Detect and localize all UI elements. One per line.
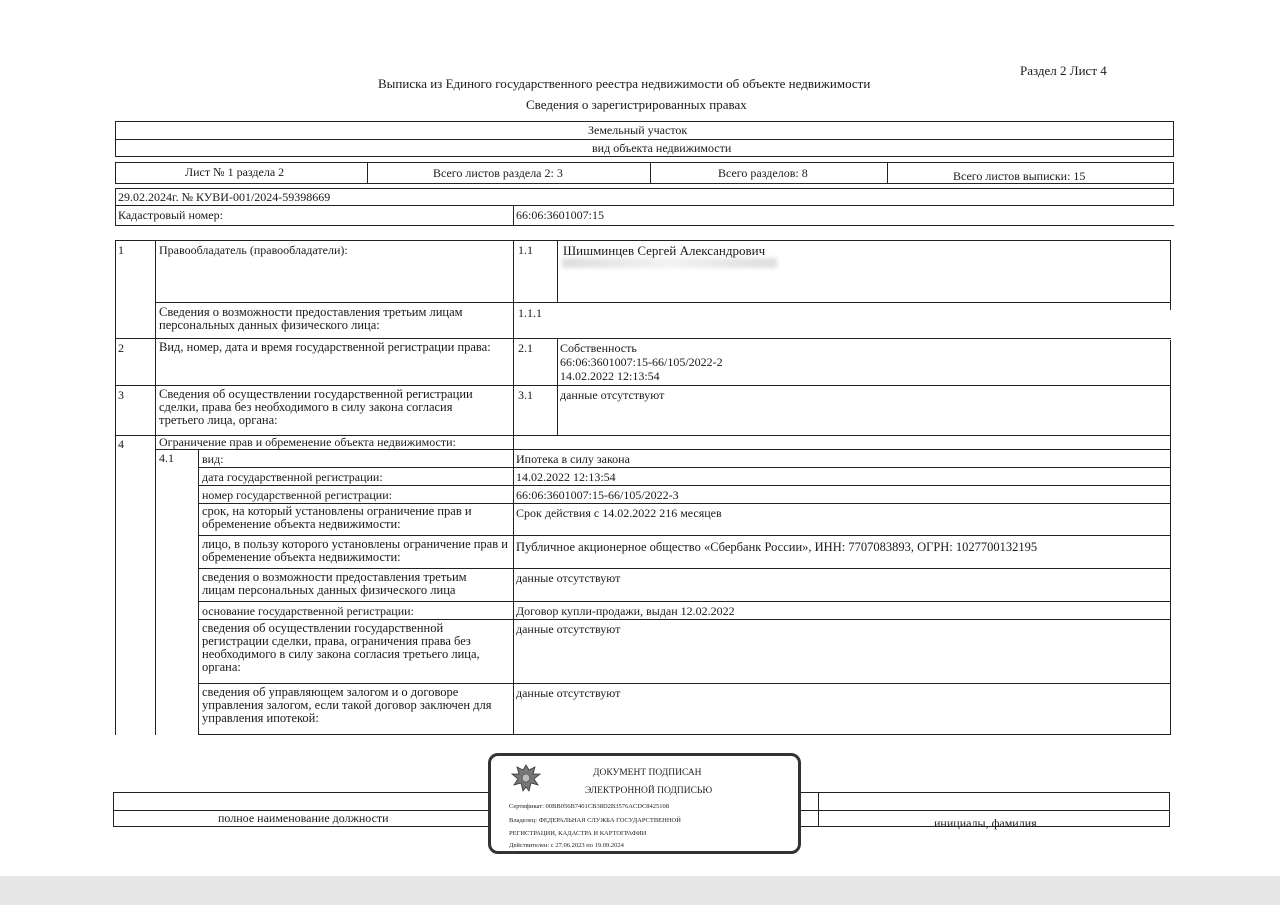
divider bbox=[115, 206, 116, 225]
divider bbox=[155, 449, 1171, 450]
divider bbox=[115, 139, 1174, 140]
row-2-sub: 2.1 bbox=[518, 341, 533, 355]
scan-bottom-band bbox=[0, 876, 1280, 905]
divider bbox=[115, 385, 1171, 386]
table-bottom bbox=[198, 734, 1171, 735]
right-reg-date: 14.02.2022 12:13:54 bbox=[560, 369, 660, 383]
col-divider bbox=[513, 240, 514, 735]
encumbrance-number-label: номер государственной регистрации: bbox=[202, 488, 392, 502]
divider bbox=[198, 601, 1171, 602]
row-2-label: Вид, номер, дата и время государственной регистрации права: bbox=[159, 340, 491, 354]
double-headed-eagle-emblem-icon bbox=[509, 762, 543, 796]
encumbrance-no-consent-value: данные отсутствуют bbox=[516, 622, 621, 636]
col-divider bbox=[557, 338, 558, 386]
row-3-sub: 3.1 bbox=[518, 388, 533, 402]
divider bbox=[115, 338, 1171, 339]
col-divider bbox=[557, 240, 558, 302]
table-top bbox=[115, 240, 1171, 241]
table-right bbox=[1170, 340, 1171, 735]
object-type-caption: вид объекта недвижимости bbox=[592, 141, 732, 155]
consent-label: Сведения о возможности предоставления третьим лицам персональных данных физического лица: bbox=[159, 305, 463, 332]
total-sheets-section: Всего листов раздела 2: 3 bbox=[433, 166, 563, 180]
row-4-number: 4 bbox=[118, 437, 124, 451]
row-1-label: Правообладатель (правообладатели): bbox=[159, 243, 348, 257]
row-1-sub: 1.1 bbox=[518, 243, 533, 257]
table-right bbox=[1170, 240, 1171, 310]
table-left bbox=[115, 240, 116, 735]
row-2-number: 2 bbox=[118, 341, 124, 355]
encumbrance-term-value: Срок действия с 14.02.2022 216 месяцев bbox=[516, 506, 722, 520]
row-4-label: Ограничение прав и обременение объекта недвижимости: bbox=[159, 435, 456, 449]
divider bbox=[198, 535, 1171, 536]
total-sections: Всего разделов: 8 bbox=[718, 166, 808, 180]
divider bbox=[887, 162, 888, 184]
divider bbox=[818, 792, 819, 827]
divider bbox=[650, 162, 651, 184]
position-caption: полное наименование должности bbox=[218, 811, 389, 825]
row-4-sub: 4.1 bbox=[159, 451, 174, 465]
encumbrance-consent-label: сведения о возможности предоставления третьим лицам персональных данных физического лица bbox=[202, 570, 467, 597]
electronic-signature-stamp bbox=[488, 753, 801, 854]
rightholder-name: Шишминцев Сергей Александрович bbox=[563, 243, 766, 258]
divider bbox=[198, 568, 1171, 569]
object-type: Земельный участок bbox=[588, 123, 688, 137]
divider bbox=[198, 467, 1171, 468]
col-divider bbox=[155, 240, 156, 735]
stamp-line-1: ДОКУМЕНТ ПОДПИСАН bbox=[593, 768, 702, 778]
stamp-certificate: Сертификат: 00BB056B7401CB38D2B3576ACDC8425108 bbox=[509, 803, 670, 810]
divider bbox=[198, 485, 1171, 486]
document-title: Выписка из Единого государственного реестра недвижимости об объекте недвижимости bbox=[378, 76, 871, 91]
redacted-text bbox=[562, 258, 777, 268]
stamp-validity: Действителен: с 27.06.2023 по 19.09.2024 bbox=[509, 842, 624, 849]
document-subtitle: Сведения о зарегистрированных правах bbox=[526, 97, 747, 112]
divider bbox=[198, 619, 1171, 620]
right-reg-number: 66:06:3601007:15-66/105/2022-2 bbox=[560, 355, 723, 369]
name-caption: инициалы, фамилия bbox=[934, 816, 1037, 830]
encumbrance-basis-value: Договор купли-продажи, выдан 12.02.2022 bbox=[516, 604, 735, 618]
col-divider bbox=[198, 449, 199, 735]
encumbrance-beneficiary-value: Публичное акционерное общество «Сбербанк России», ИНН: 7707083893, ОГРН: 1027700132195 bbox=[516, 540, 1038, 554]
encumbrance-consent-value: данные отсутствуют bbox=[516, 571, 621, 585]
sheet-of-section: Лист № 1 раздела 2 bbox=[185, 165, 285, 179]
divider bbox=[115, 225, 1174, 226]
encumbrance-basis-label: основание государственной регистрации: bbox=[202, 604, 414, 618]
encumbrance-beneficiary-label: лицо, в пользу которого установлены ограничение прав и обременение объекта недвижимости: bbox=[202, 537, 508, 564]
row-3-value: данные отсутствуют bbox=[560, 388, 665, 402]
doc-ref: 29.02.2024г. № КУВИ-001/2024-59398669 bbox=[118, 190, 331, 204]
consent-sub: 1.1.1 bbox=[518, 306, 542, 320]
encumbrance-type-value: Ипотека в силу закона bbox=[516, 452, 630, 466]
right-type: Собственность bbox=[560, 341, 637, 355]
cadastral-label: Кадастровый номер: bbox=[118, 208, 223, 222]
stamp-owner-1: Владелец: ФЕДЕРАЛЬНАЯ СЛУЖБА ГОСУДАРСТВЕННОЙ bbox=[509, 817, 681, 824]
row-3-number: 3 bbox=[118, 388, 124, 402]
divider bbox=[513, 206, 514, 225]
divider bbox=[198, 683, 1171, 684]
cadastral-number: 66:06:3601007:15 bbox=[516, 208, 605, 222]
total-sheets-extract: Всего листов выписки: 15 bbox=[953, 169, 1086, 183]
encumbrance-date-value: 14.02.2022 12:13:54 bbox=[516, 470, 616, 484]
encumbrance-term-label: срок, на который установлены ограничение прав и обременение объекта недвижимости: bbox=[202, 504, 472, 531]
section-sheet-label: Раздел 2 Лист 4 bbox=[1020, 63, 1107, 78]
pledge-manager-value: данные отсутствуют bbox=[516, 686, 621, 700]
encumbrance-number-value: 66:06:3601007:15-66/105/2022-3 bbox=[516, 488, 679, 502]
col-divider bbox=[557, 385, 558, 435]
encumbrance-no-consent-label: сведения об осуществлении государственной регистрации сделки, права, ограничения права без необходимого в силу закона согласия третьего лица, органа: bbox=[202, 621, 480, 674]
stamp-owner-2: РЕГИСТРАЦИИ, КАДАСТРА И КАРТОГРАФИИ bbox=[509, 830, 647, 837]
divider bbox=[367, 162, 368, 184]
row-1-number: 1 bbox=[118, 243, 124, 257]
encumbrance-type-label: вид: bbox=[202, 452, 224, 466]
encumbrance-date-label: дата государственной регистрации: bbox=[202, 470, 383, 484]
row-3-label: Сведения об осуществлении государственной регистрации сделки, права без необходимого в силу закона согласия третьего лица, органа: bbox=[159, 387, 473, 427]
stamp-line-2: ЭЛЕКТРОННОЙ ПОДПИСЬЮ bbox=[585, 786, 713, 796]
pledge-manager-label: сведения об управляющем залогом и о договоре управления залогом, если такой договор заключен для управления ипотекой: bbox=[202, 685, 492, 725]
divider bbox=[155, 302, 1171, 303]
